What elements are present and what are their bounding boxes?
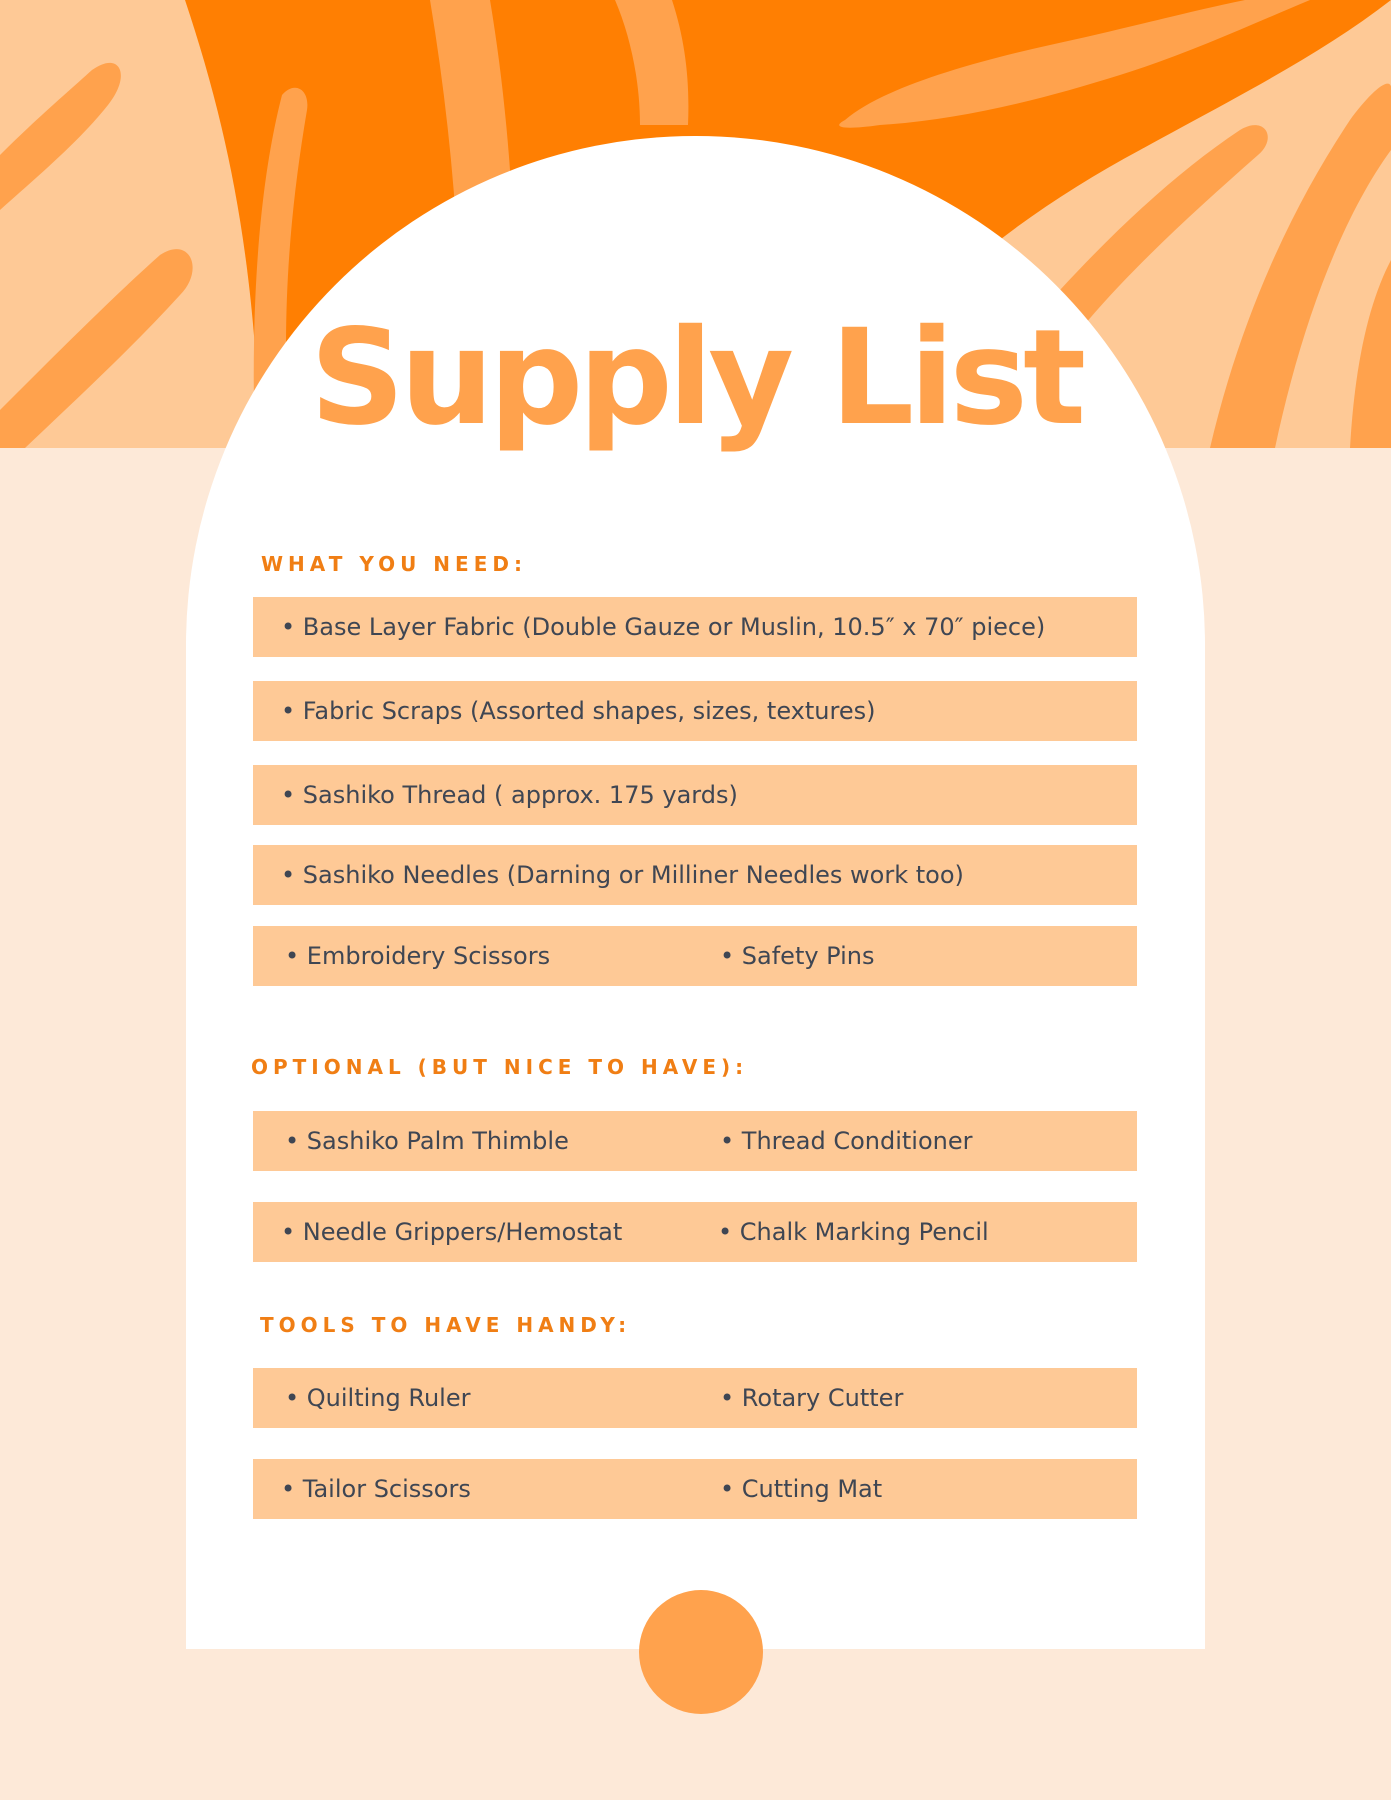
list-item-text: • Chalk Marking Pencil [718, 1218, 989, 1246]
list-item-text: • Cutting Mat [720, 1475, 883, 1503]
list-item [253, 1459, 1137, 1519]
list-item-text: • Sashiko Needles (Darning or Milliner Needles work too) [281, 861, 964, 889]
list-item-text: • Sashiko Thread ( approx. 175 yards) [281, 781, 738, 809]
list-item [253, 1111, 1137, 1171]
list-item [253, 845, 1137, 905]
list-item [253, 681, 1137, 741]
page-title: Supply List [309, 301, 1082, 455]
list-item-text: • Tailor Scissors [281, 1475, 471, 1503]
list-item-text: • Thread Conditioner [720, 1127, 973, 1155]
list-item-text: • Fabric Scraps (Assorted shapes, sizes, textures) [281, 697, 876, 725]
list-item-text: • Sashiko Palm Thimble [285, 1127, 569, 1155]
list-item-text: • Rotary Cutter [720, 1384, 904, 1412]
list-item-text: • Quilting Ruler [285, 1384, 471, 1412]
list-item-text: • Embroidery Scissors [285, 942, 551, 970]
list-item [253, 597, 1137, 657]
list-item-text: • Safety Pins [720, 942, 875, 970]
section-label-what-you-need: WHAT YOU NEED: [261, 552, 527, 576]
section-label-tools: TOOLS TO HAVE HANDY: [260, 1313, 632, 1337]
list-item [253, 926, 1137, 986]
section-label-optional: OPTIONAL (BUT NICE TO HAVE): [251, 1055, 749, 1079]
list-item [253, 1202, 1137, 1262]
list-item [253, 1368, 1137, 1428]
list-item [253, 765, 1137, 825]
list-item-text: • Base Layer Fabric (Double Gauze or Muslin, 10.5″ x 70″ piece) [281, 613, 1046, 641]
decorative-circle [639, 1590, 763, 1714]
list-item-text: • Needle Grippers/Hemostat [281, 1218, 623, 1246]
